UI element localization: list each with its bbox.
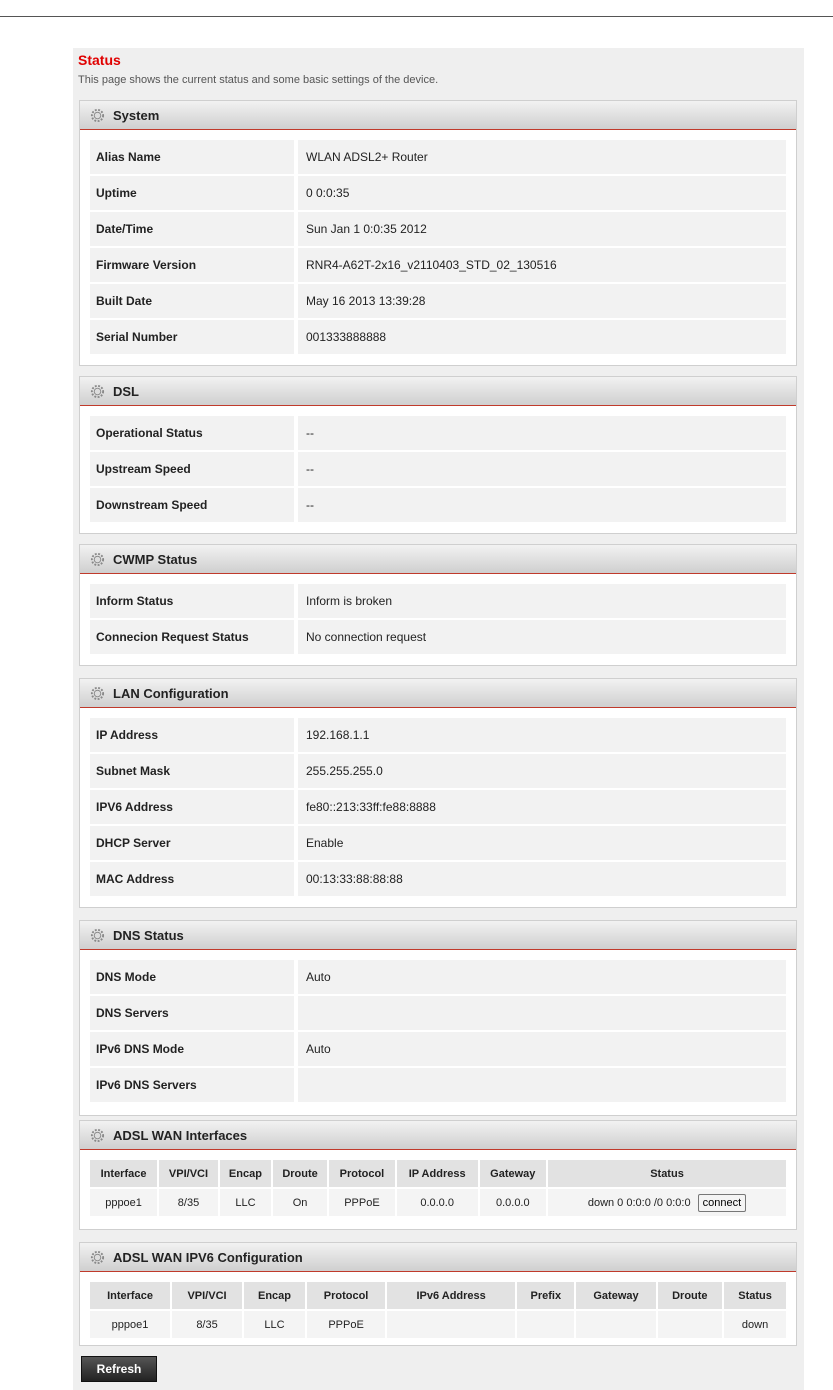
wan-table xyxy=(88,1158,788,1218)
table-cell xyxy=(658,1311,723,1338)
gear-icon xyxy=(90,1128,105,1143)
column-header: Status xyxy=(548,1160,786,1187)
row-label: Built Date xyxy=(90,284,294,318)
system-header xyxy=(80,101,796,130)
row-value: Sun Jan 1 0:0:35 2012 xyxy=(298,212,786,246)
info-row xyxy=(90,212,786,246)
row-label: IP Address xyxy=(90,718,294,752)
info-row xyxy=(90,862,786,896)
info-row xyxy=(90,176,786,210)
row-value: 00:13:33:88:88:88 xyxy=(298,862,786,896)
column-header: Protocol xyxy=(307,1282,385,1309)
section-title: DSL xyxy=(113,383,139,399)
column-header: Status xyxy=(724,1282,786,1309)
gear-icon xyxy=(90,1250,105,1265)
table-cell: On xyxy=(273,1189,327,1216)
column-header: Interface xyxy=(90,1282,170,1309)
table-cell: 0.0.0.0 xyxy=(397,1189,478,1216)
row-value xyxy=(298,996,786,1030)
column-header: Protocol xyxy=(329,1160,395,1187)
gear-icon xyxy=(90,928,105,943)
row-label: Uptime xyxy=(90,176,294,210)
page-title: Status xyxy=(78,52,121,68)
gear-icon xyxy=(90,384,105,399)
row-value: 001333888888 xyxy=(298,320,786,354)
column-header: Interface xyxy=(90,1160,157,1187)
gear-icon xyxy=(90,686,105,701)
row-label: IPv6 DNS Mode xyxy=(90,1032,294,1066)
info-row xyxy=(90,718,786,752)
section-title: ADSL WAN IPV6 Configuration xyxy=(113,1249,303,1265)
dsl-section xyxy=(79,376,797,534)
column-header: Prefix xyxy=(517,1282,574,1309)
row-value xyxy=(298,1068,786,1102)
wan-header xyxy=(80,1121,796,1150)
info-row xyxy=(90,996,786,1030)
table-row xyxy=(90,1189,786,1216)
wan-status-text: down 0 0:0:0 /0 0:0:0 xyxy=(587,1196,691,1209)
row-value: 255.255.255.0 xyxy=(298,754,786,788)
column-header: Gateway xyxy=(576,1282,655,1309)
table-header-row xyxy=(90,1282,786,1309)
section-title: LAN Configuration xyxy=(113,685,229,701)
column-header: IP Address xyxy=(397,1160,478,1187)
table-cell: PPPoE xyxy=(307,1311,385,1338)
row-value: -- xyxy=(298,416,786,450)
info-row xyxy=(90,452,786,486)
info-row xyxy=(90,960,786,994)
page-description: This page shows the current status and some basic settings of the device. xyxy=(78,74,439,86)
info-row xyxy=(90,1032,786,1066)
lan-header xyxy=(80,679,796,708)
row-label: Upstream Speed xyxy=(90,452,294,486)
refresh-button[interactable]: Refresh xyxy=(81,1356,157,1382)
row-value: 0 0:0:35 xyxy=(298,176,786,210)
info-row xyxy=(90,284,786,318)
table-cell: pppoe1 xyxy=(90,1311,170,1338)
row-value: May 16 2013 13:39:28 xyxy=(298,284,786,318)
column-header: Droute xyxy=(658,1282,723,1309)
table-header-row xyxy=(90,1160,786,1187)
column-header: IPv6 Address xyxy=(387,1282,515,1309)
row-label: Date/Time xyxy=(90,212,294,246)
cwmp-section xyxy=(79,544,797,666)
row-label: Downstream Speed xyxy=(90,488,294,522)
section-title: CWMP Status xyxy=(113,551,198,567)
row-label: Alias Name xyxy=(90,140,294,174)
wan6-section xyxy=(79,1242,797,1346)
row-label: DNS Mode xyxy=(90,960,294,994)
top-divider xyxy=(0,16,833,17)
status-cell xyxy=(548,1189,786,1216)
column-header: Droute xyxy=(273,1160,327,1187)
column-header: Encap xyxy=(220,1160,271,1187)
row-label: IPv6 DNS Servers xyxy=(90,1068,294,1102)
row-label: Firmware Version xyxy=(90,248,294,282)
column-header: VPI/VCI xyxy=(159,1160,218,1187)
row-label: Connecion Request Status xyxy=(90,620,294,654)
row-value: Inform is broken xyxy=(298,584,786,618)
row-value: Auto xyxy=(298,960,786,994)
table-cell xyxy=(517,1311,574,1338)
wan6-table xyxy=(88,1280,788,1340)
row-label: Subnet Mask xyxy=(90,754,294,788)
dsl-header xyxy=(80,377,796,406)
column-header: Gateway xyxy=(480,1160,546,1187)
connect-button[interactable]: connect xyxy=(698,1194,747,1212)
info-row xyxy=(90,140,786,174)
info-row xyxy=(90,488,786,522)
row-label: DHCP Server xyxy=(90,826,294,860)
info-row xyxy=(90,754,786,788)
row-value: 192.168.1.1 xyxy=(298,718,786,752)
dns-header xyxy=(80,921,796,950)
section-title: System xyxy=(113,107,160,123)
system-section xyxy=(79,100,797,366)
table-cell: PPPoE xyxy=(329,1189,395,1216)
table-cell: 0.0.0.0 xyxy=(480,1189,546,1216)
info-row xyxy=(90,826,786,860)
lan-section xyxy=(79,678,797,908)
row-label: DNS Servers xyxy=(90,996,294,1030)
table-row xyxy=(90,1311,786,1338)
gear-icon xyxy=(90,552,105,567)
table-cell: 8/35 xyxy=(159,1189,218,1216)
row-value: -- xyxy=(298,488,786,522)
table-cell xyxy=(576,1311,655,1338)
info-row xyxy=(90,790,786,824)
row-label: IPV6 Address xyxy=(90,790,294,824)
wan-section xyxy=(79,1120,797,1230)
info-row xyxy=(90,584,786,618)
row-label: MAC Address xyxy=(90,862,294,896)
row-value: WLAN ADSL2+ Router xyxy=(298,140,786,174)
cwmp-header xyxy=(80,545,796,574)
row-label: Serial Number xyxy=(90,320,294,354)
gear-icon xyxy=(90,108,105,123)
column-header: Encap xyxy=(244,1282,305,1309)
table-cell: LLC xyxy=(220,1189,271,1216)
section-title: ADSL WAN Interfaces xyxy=(113,1127,248,1143)
row-value: fe80::213:33ff:fe88:8888 xyxy=(298,790,786,824)
status-panel xyxy=(73,48,804,1390)
info-row xyxy=(90,620,786,654)
row-value: -- xyxy=(298,452,786,486)
section-title: DNS Status xyxy=(113,927,184,943)
table-cell: LLC xyxy=(244,1311,305,1338)
table-cell: down xyxy=(724,1311,786,1338)
row-value: RNR4-A62T-2x16_v2110403_STD_02_130516 xyxy=(298,248,786,282)
column-header: VPI/VCI xyxy=(172,1282,242,1309)
row-label: Inform Status xyxy=(90,584,294,618)
row-value: Auto xyxy=(298,1032,786,1066)
table-cell: 8/35 xyxy=(172,1311,242,1338)
row-value: No connection request xyxy=(298,620,786,654)
wan6-header xyxy=(80,1243,796,1272)
info-row xyxy=(90,1068,786,1102)
row-value: Enable xyxy=(298,826,786,860)
info-row xyxy=(90,248,786,282)
table-cell xyxy=(387,1311,515,1338)
dns-section xyxy=(79,920,797,1116)
info-row xyxy=(90,416,786,450)
info-row xyxy=(90,320,786,354)
row-label: Operational Status xyxy=(90,416,294,450)
table-cell: pppoe1 xyxy=(90,1189,157,1216)
